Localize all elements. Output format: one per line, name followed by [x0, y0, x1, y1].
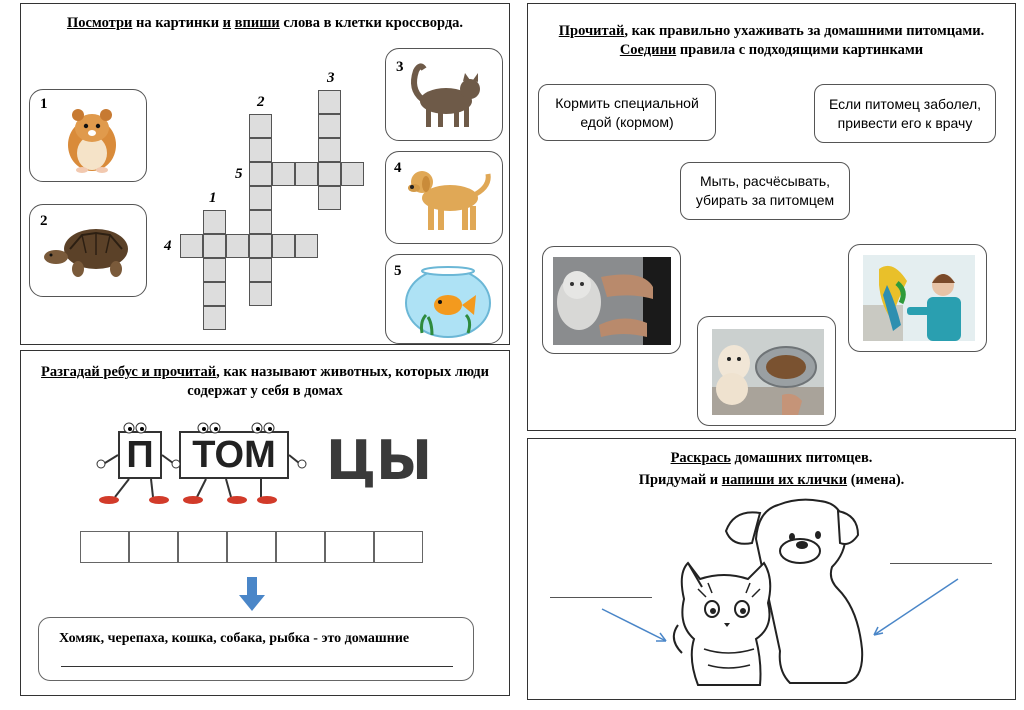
coloring-panel — [527, 438, 1016, 700]
sentence-text: Хомяк, черепаха, кошка, собака, рыбка - это домашние — [59, 631, 410, 646]
rebus-panel — [20, 350, 510, 696]
answer-cell[interactable] — [227, 531, 276, 563]
sentence-answer-line[interactable] — [61, 666, 453, 667]
card-number-5: 5 — [394, 263, 402, 279]
crossword-cell[interactable] — [249, 162, 272, 186]
crossword-cell[interactable] — [272, 162, 295, 186]
answer-cell[interactable] — [325, 531, 374, 563]
answer-cell[interactable] — [80, 531, 129, 563]
feeding-dog-photo[interactable] — [697, 316, 836, 426]
rule-groom-card[interactable]: Мыть, расчёсывать, убирать за питомцем — [680, 162, 850, 220]
crossword-number-4: 4 — [164, 238, 172, 254]
answer-cell[interactable] — [129, 531, 178, 563]
rebus-title: Разгадай ребус и прочитай, как называют животных, которых люди содержат у себя в домах — [41, 364, 489, 399]
crossword-panel — [20, 3, 510, 345]
dog-image — [386, 152, 503, 244]
rule-feed-card[interactable]: Кормить специальной едой (кормом) — [538, 84, 716, 141]
washing-cat-image — [543, 247, 681, 354]
crossword-number-3: 3 — [327, 70, 335, 86]
answer-cell[interactable] — [374, 531, 423, 563]
crossword-cell[interactable] — [272, 234, 295, 258]
rebus-letters: ЦЫ — [326, 429, 433, 492]
cat-image — [386, 49, 503, 141]
crossword-cell[interactable] — [226, 234, 249, 258]
fishbowl-image — [386, 255, 503, 344]
crossword-cell[interactable] — [249, 282, 272, 306]
crossword-cell[interactable] — [203, 282, 226, 306]
answer-cell[interactable] — [276, 531, 325, 563]
vet-parrot-photo[interactable] — [848, 244, 987, 352]
crossword-cell[interactable] — [249, 186, 272, 210]
coloring-title: Раскрась домашних питомцев. Придумай и напиши их клички (имена). — [638, 450, 905, 488]
dog-card — [385, 151, 503, 244]
crossword-cell[interactable] — [249, 210, 272, 234]
crossword-cell[interactable] — [318, 90, 341, 114]
crossword-cell[interactable] — [203, 306, 226, 330]
crossword-cell[interactable] — [203, 210, 226, 234]
card-number-3: 3 — [396, 59, 404, 75]
rebus-sign-word: ТОМ — [179, 431, 289, 479]
crossword-cell[interactable] — [318, 186, 341, 210]
crossword-number-1: 1 — [209, 190, 217, 206]
cat-card — [385, 48, 503, 141]
crossword-cell[interactable] — [249, 258, 272, 282]
card-number-4: 4 — [394, 160, 402, 176]
down-arrow-icon — [237, 575, 267, 615]
crossword-cell[interactable] — [318, 162, 341, 186]
answer-cell[interactable] — [178, 531, 227, 563]
crossword-cell[interactable] — [318, 138, 341, 162]
care-title: Прочитай, как правильно ухаживать за домашними питомцами. Соедини правила с подходящими картинками — [558, 23, 985, 58]
card-number-2: 2 — [40, 213, 48, 229]
crossword-cell[interactable] — [203, 234, 226, 258]
feeding-dog-image — [698, 317, 836, 426]
crossword-cell[interactable] — [249, 234, 272, 258]
card-number-1: 1 — [40, 96, 48, 112]
washing-cat-photo[interactable] — [542, 246, 681, 354]
crossword-title: Посмотри на картинки и впиши слова в клетки кроссворда. — [66, 15, 464, 31]
care-panel — [527, 3, 1016, 431]
crossword-number-2: 2 — [257, 94, 265, 110]
crossword-cell[interactable] — [249, 138, 272, 162]
crossword-cell[interactable] — [318, 114, 341, 138]
crossword-cell[interactable] — [295, 162, 318, 186]
coloring-pets-outline[interactable] — [528, 439, 1017, 701]
crossword-cell[interactable] — [341, 162, 364, 186]
crossword-cell[interactable] — [203, 258, 226, 282]
crossword-cell[interactable] — [295, 234, 318, 258]
fishbowl-card — [385, 254, 503, 344]
sentence-box — [38, 617, 474, 681]
crossword-cell[interactable] — [180, 234, 203, 258]
crossword-cell[interactable] — [249, 114, 272, 138]
rebus-sign-letter: П — [118, 431, 162, 479]
rule-vet-card[interactable]: Если питомец заболел, привести его к врачу — [814, 84, 996, 143]
vet-parrot-image — [849, 245, 987, 352]
crossword-number-5: 5 — [235, 166, 243, 182]
